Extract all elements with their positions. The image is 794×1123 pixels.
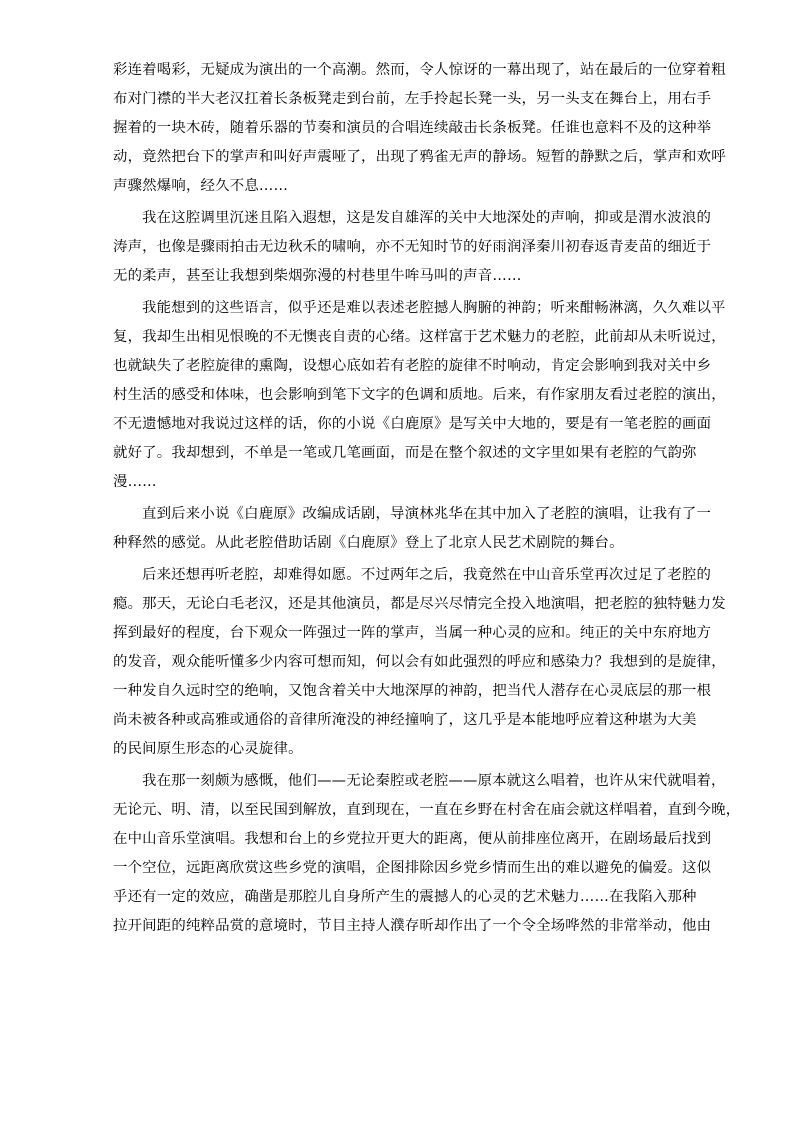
text-line: 就好了。我却想到，不单是一笔或几笔画面，而是在整个叙述的文字里如果有老腔的气韵弥 [113,445,697,461]
text-line: 布对门襟的半大老汉扛着长条板凳走到台前，左手拎起长凳一头，另一头支在舞台上，用右手 [113,91,712,107]
text-line: 无论元、明、清，以至民国到解放，直到现在，一直在乡野在村舍在庙会就这样唱着，直到今晚， [113,802,741,818]
text-line: 无的柔声，甚至让我想到柴烟弥漫的村巷里牛哞马叫的声音…… [113,268,522,284]
text-line: 声骤然爆响，经久不息…… [113,178,289,194]
text-line: 在中山音乐堂演唱。我想和台上的乡党拉开更大的距离，便从前排座位离开，在剧场最后找到 [113,831,712,847]
text-line: 涛声，也像是骤雨拍击无边秋禾的啸响，亦不无知时节的好雨润泽秦川初春返青麦苗的细近于 [113,239,712,255]
text-line: 乎还有一定的效应，确凿是那腔儿自身所产生的震撼人的心灵的艺术魅力……在我陷入那种 [113,889,697,905]
text-line: 村生活的感受和体味，也会影响到笔下文字的色调和质地。后来，有作家朋友看过老腔的演出， [113,387,726,403]
paragraph-start-line: 我在这腔调里沉迷且陷入遐想，这是发自雄浑的关中大地深处的声响，抑或是渭水波浪的 [142,210,712,226]
text-line: 瘾。那天，无论白毛老汉，还是其他演员，都是尽兴尽情完全投入地演唱，把老腔的独特魅力发 [113,596,726,612]
text-line: 尚未被各种或高雅或通俗的音律所淹没的神经撞响了，这几乎是本能地呼应着这种堪为大美 [113,712,697,728]
text-line: 拉开间距的纯粹品赏的意境时，节目主持人濮存昕却作出了一个令全场哗然的非常举动，他由 [113,918,712,934]
paragraph-start-line: 我在那一刻颇为感慨，他们——无论秦腔或老腔——原本就这么唱着，也许从宋代就唱着， [142,773,726,789]
text-line: 一种发自久远时空的绝响，又饱含着关中大地深厚的神韵，把当代人潜存在心灵底层的那一根 [113,683,712,699]
text-line: 复，我却生出相见恨晚的不无懊丧自责的心绪。这样富于艺术魅力的老腔，此前却从未听说过， [113,329,726,345]
text-line: 握着的一块木砖，随着乐器的节奏和演员的合唱连续敲击长条板凳。任谁也意料不及的这种举 [113,120,712,136]
text-line: 漫…… [113,474,157,490]
essay-text [113,56,741,941]
paragraph-start-line: 后来还想再听老腔，却难得如愿。不过两年之后，我竟然在中山音乐堂再次过足了老腔的 [142,567,712,583]
text-line: 动，竟然把台下的掌声和叫好声震哑了，出现了鸦雀无声的静场。短暂的静默之后，掌声和欢呼 [113,149,726,165]
text-line: 种释然的感觉。从此老腔借助话剧《白鹿原》登上了北京人民艺术剧院的舞台。 [113,535,624,551]
text-line: 不无遗憾地对我说过这样的话，你的小说《白鹿原》是写关中大地的，要是有一笔老腔的画面 [113,416,712,432]
text-line: 彩连着喝彩，无疑成为演出的一个高潮。然而，令人惊讶的一幕出现了，站在最后的一位穿着粗 [113,62,726,78]
text-line: 一个空位，远距离欣赏这些乡党的演唱，企图排除因乡党乡情而生出的难以避免的偏爱。这似 [113,860,712,876]
paragraph-start-line: 我能想到的这些语言，似乎还是难以表述老腔撼人胸腑的神韵；听来酣畅淋漓，久久难以平 [142,300,726,316]
paragraph-start-line: 直到后来小说《白鹿原》改编成话剧，导演林兆华在其中加入了老腔的演唱，让我有了一 [142,506,712,522]
text-line: 也就缺失了老腔旋律的熏陶，设想心底如若有老腔的旋律不时响动，肯定会影响到我对关中乡 [113,358,712,374]
text-line: 的民间原生形态的心灵旋律。 [113,741,303,757]
text-line: 的发音，观众能听懂多少内容可想而知，何以会有如此强烈的呼应和感染力？我想到的是旋律， [113,654,726,670]
text-line: 挥到最好的程度，台下观众一阵强过一阵的掌声，当属一种心灵的应和。纯正的关中东府地方 [113,625,712,641]
